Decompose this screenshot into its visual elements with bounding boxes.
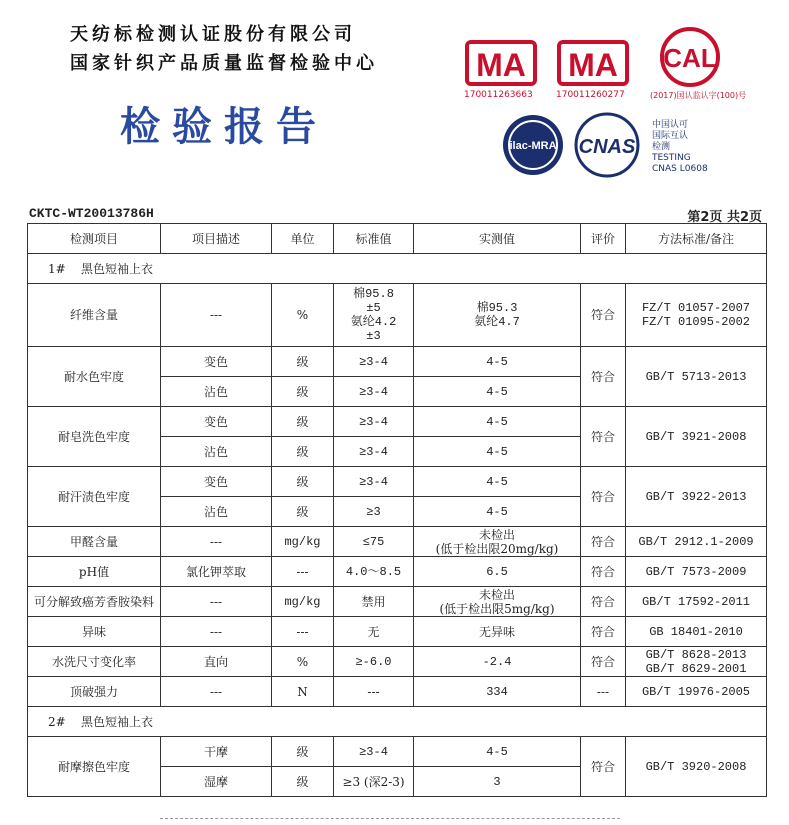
- method: GB 18401-2010: [626, 617, 767, 647]
- method: GB/T 19976-2005: [626, 677, 767, 707]
- unit: 级: [272, 437, 334, 467]
- standard-value: 棉95.8 ±5 氨纶4.2 ±3: [334, 284, 414, 347]
- actual-value: 4-5: [414, 377, 581, 407]
- standard-value: 4.0～8.5: [334, 557, 414, 587]
- test-item: 耐皂洗色牢度: [28, 407, 161, 467]
- sample-row: [28, 707, 767, 737]
- cma-number-2: 170011260277: [556, 90, 625, 100]
- standard-value: ≥3-4: [334, 467, 414, 497]
- description: 沾色: [161, 377, 272, 407]
- table-row: [28, 617, 767, 647]
- actual-value: 3: [414, 767, 581, 797]
- table-row: [28, 347, 767, 377]
- sample-label: 1# 黑色短袖上衣: [28, 254, 767, 284]
- standard-value: ≥3-4: [334, 407, 414, 437]
- test-item: 水洗尺寸变化率: [28, 647, 161, 677]
- table-header-row: [28, 224, 767, 254]
- test-item: 耐水色牢度: [28, 347, 161, 407]
- actual-value: 未检出 (低于检出限20mg/kg): [414, 527, 581, 557]
- evaluation: 符合: [581, 647, 626, 677]
- organization-center-name: 国家针织产品质量监督检验中心: [70, 53, 378, 74]
- description: 变色: [161, 407, 272, 437]
- evaluation: 符合: [581, 587, 626, 617]
- description: ---: [161, 677, 272, 707]
- description: 干摩: [161, 737, 272, 767]
- standard-value: ≤75: [334, 527, 414, 557]
- actual-value: 4-5: [414, 407, 581, 437]
- actual-value: 6.5: [414, 557, 581, 587]
- unit: 级: [272, 467, 334, 497]
- unit: 级: [272, 407, 334, 437]
- header-test-item: 检测项目: [28, 224, 161, 254]
- cnas-logo: [572, 112, 642, 182]
- standard-value: ≥3: [334, 497, 414, 527]
- test-item: 顶破强力: [28, 677, 161, 707]
- header-actual: 实测值: [414, 224, 581, 254]
- standard-value: 禁用: [334, 587, 414, 617]
- description: ---: [161, 284, 272, 347]
- evaluation: ---: [581, 677, 626, 707]
- description: 氯化钾萃取: [161, 557, 272, 587]
- header-evaluation: 评价: [581, 224, 626, 254]
- description: ---: [161, 587, 272, 617]
- actual-value: 4-5: [414, 437, 581, 467]
- method: GB/T 5713-2013: [626, 347, 767, 407]
- sample-row: [28, 254, 767, 284]
- unit: %: [272, 647, 334, 677]
- svg-text:ilac-MRA: ilac-MRA: [509, 140, 557, 152]
- table-row: [28, 647, 767, 677]
- actual-value: 4-5: [414, 467, 581, 497]
- table-row: [28, 587, 767, 617]
- evaluation: 符合: [581, 407, 626, 467]
- svg-text:CAL: CAL: [663, 43, 717, 73]
- cnas-description: 中国认可 国际互认 检测 TESTING CNAS L0608: [652, 120, 708, 174]
- unit: mg/kg: [272, 587, 334, 617]
- standard-value: ---: [334, 677, 414, 707]
- unit: 级: [272, 377, 334, 407]
- actual-value: -2.4: [414, 647, 581, 677]
- method: GB/T 8628-2013 GB/T 8629-2001: [626, 647, 767, 677]
- standard-value: ≥-6.0: [334, 647, 414, 677]
- method: GB/T 17592-2011: [626, 587, 767, 617]
- test-results-table: [27, 223, 767, 797]
- description: 变色: [161, 467, 272, 497]
- unit: ---: [272, 557, 334, 587]
- table-row: [28, 557, 767, 587]
- cal-logo: [658, 25, 722, 93]
- description: ---: [161, 527, 272, 557]
- actual-value: 棉95.3 氨纶4.7: [414, 284, 581, 347]
- description: 沾色: [161, 437, 272, 467]
- unit: 级: [272, 497, 334, 527]
- evaluation: 符合: [581, 284, 626, 347]
- evaluation: 符合: [581, 737, 626, 797]
- test-item: 耐摩擦色牢度: [28, 737, 161, 797]
- evaluation: 符合: [581, 527, 626, 557]
- cma-number-1: 170011263663: [464, 90, 533, 100]
- header-description: 项目描述: [161, 224, 272, 254]
- footer-divider: [160, 818, 620, 819]
- method: GB/T 3921-2008: [626, 407, 767, 467]
- table-row: [28, 407, 767, 437]
- actual-value: 未检出 (低于检出限5mg/kg): [414, 587, 581, 617]
- cma-logo-2: [557, 38, 629, 92]
- evaluation: 符合: [581, 347, 626, 407]
- standard-value: ≥3-4: [334, 737, 414, 767]
- header-method: 方法标准/备注: [626, 224, 767, 254]
- unit: 级: [272, 737, 334, 767]
- standard-value: ≥3-4: [334, 347, 414, 377]
- test-item: 耐汗渍色牢度: [28, 467, 161, 527]
- sample-label: 2# 黑色短袖上衣: [28, 707, 767, 737]
- cma-logo-1: [465, 38, 537, 92]
- standard-value: ≥3-4: [334, 437, 414, 467]
- method: GB/T 3920-2008: [626, 737, 767, 797]
- table-row: [28, 284, 767, 347]
- svg-text:CNAS: CNAS: [578, 136, 636, 158]
- report-title: 检验报告: [120, 103, 328, 150]
- standard-value: 无: [334, 617, 414, 647]
- method: GB/T 3922-2013: [626, 467, 767, 527]
- evaluation: 符合: [581, 467, 626, 527]
- standard-value: ≥3-4: [334, 377, 414, 407]
- actual-value: 4-5: [414, 497, 581, 527]
- unit: 级: [272, 767, 334, 797]
- page-info: 第2页 共2页: [687, 210, 762, 225]
- header-standard: 标准值: [334, 224, 414, 254]
- actual-value: 4-5: [414, 347, 581, 377]
- description: 湿摩: [161, 767, 272, 797]
- unit: 级: [272, 347, 334, 377]
- unit: N: [272, 677, 334, 707]
- report-number: CKTC-WT20013786H: [29, 206, 154, 221]
- table-row: [28, 467, 767, 497]
- description: 直向: [161, 647, 272, 677]
- test-item: 异味: [28, 617, 161, 647]
- ilac-mra-logo: [500, 112, 566, 182]
- header-unit: 单位: [272, 224, 334, 254]
- method: GB/T 2912.1-2009: [626, 527, 767, 557]
- description: 沾色: [161, 497, 272, 527]
- svg-text:MA: MA: [476, 47, 526, 83]
- actual-value: 4-5: [414, 737, 581, 767]
- actual-value: 无异味: [414, 617, 581, 647]
- test-item: 纤维含量: [28, 284, 161, 347]
- method: FZ/T 01057-2007 FZ/T 01095-2002: [626, 284, 767, 347]
- cal-number: (2017)国认监认字(100)号: [650, 91, 747, 100]
- test-item: 甲醛含量: [28, 527, 161, 557]
- unit: mg/kg: [272, 527, 334, 557]
- table-row: [28, 737, 767, 767]
- table-row: [28, 527, 767, 557]
- svg-text:MA: MA: [568, 47, 618, 83]
- unit: %: [272, 284, 334, 347]
- unit: ---: [272, 617, 334, 647]
- actual-value: 334: [414, 677, 581, 707]
- description: 变色: [161, 347, 272, 377]
- organization-name: 天纺标检测认证股份有限公司: [70, 24, 356, 45]
- test-item: 可分解致癌芳香胺染料: [28, 587, 161, 617]
- evaluation: 符合: [581, 557, 626, 587]
- standard-value: ≥3 (深2-3): [334, 767, 414, 797]
- test-item: pH值: [28, 557, 161, 587]
- table-row: [28, 677, 767, 707]
- description: ---: [161, 617, 272, 647]
- method: GB/T 7573-2009: [626, 557, 767, 587]
- evaluation: 符合: [581, 617, 626, 647]
